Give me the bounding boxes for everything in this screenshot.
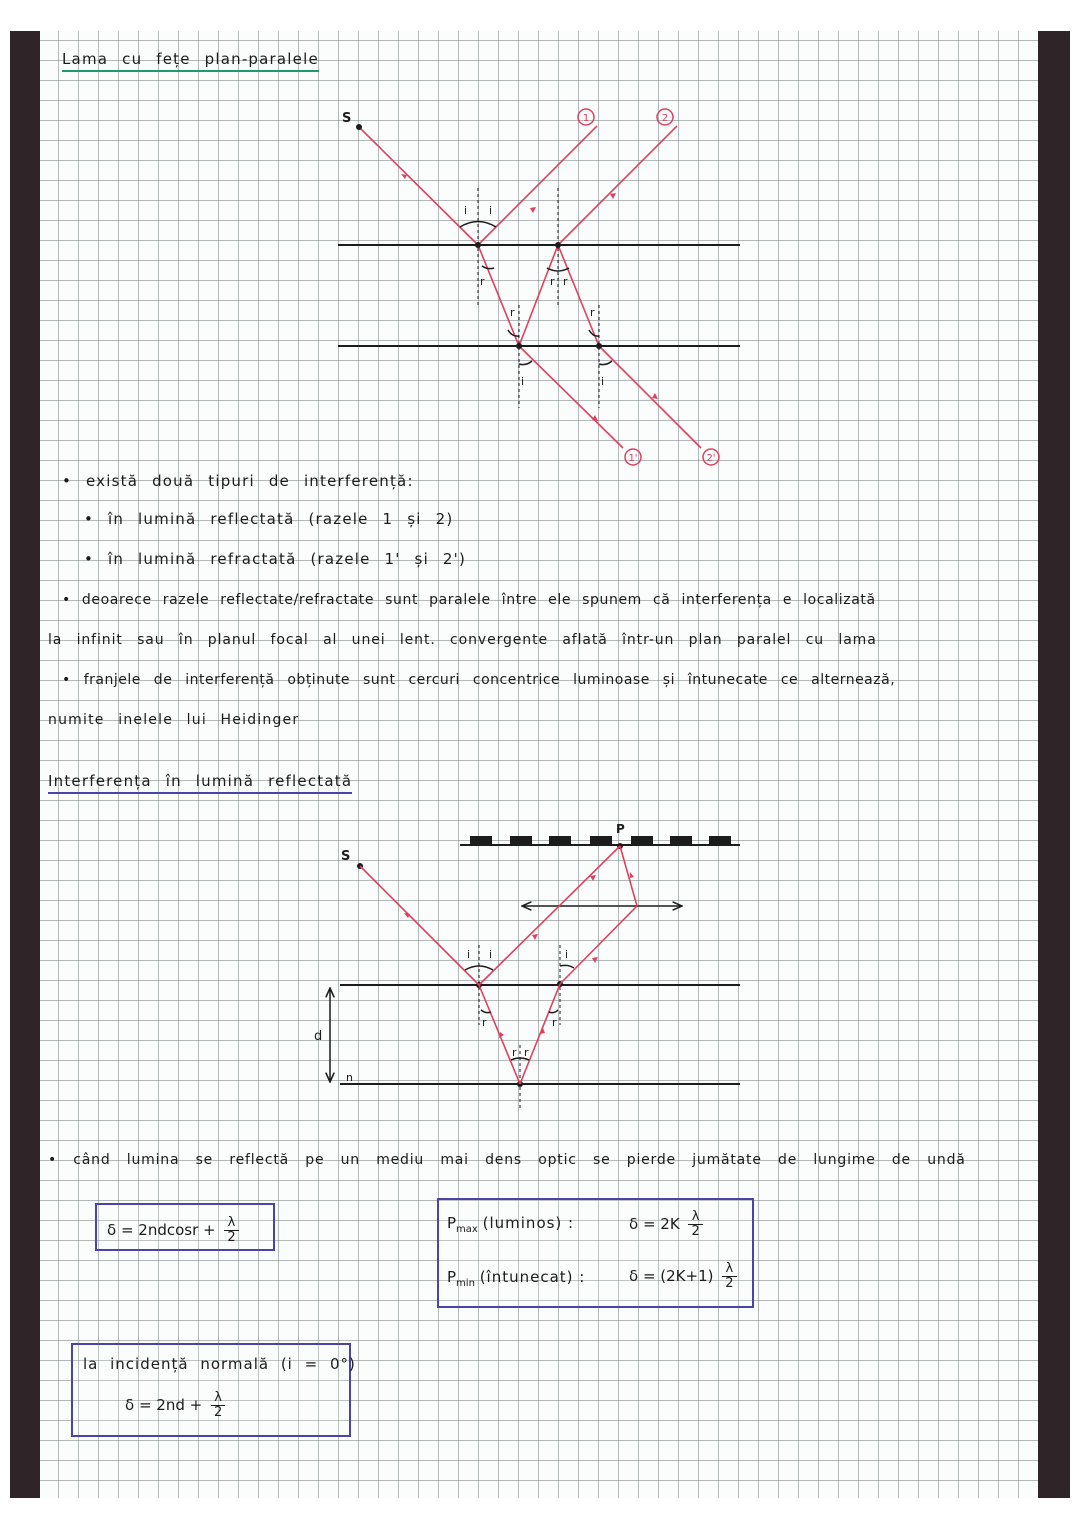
svg-text:i: i xyxy=(489,948,493,961)
svg-text:i: i xyxy=(467,948,471,961)
svg-text:1': 1' xyxy=(628,453,638,464)
svg-text:r: r xyxy=(563,275,568,288)
bullet-interference-types: • există două tipuri de interferență: xyxy=(62,472,414,490)
svg-text:i: i xyxy=(521,375,525,388)
formula-path-difference: δ = 2ndcosr + xyxy=(107,1221,216,1239)
svg-text:r: r xyxy=(480,275,485,288)
normal-incidence-formula: δ = 2nd + $\frac{\lambda}{2}$ xyxy=(125,1391,225,1420)
svg-text:r: r xyxy=(590,306,595,319)
svg-text:i: i xyxy=(565,948,569,961)
svg-text:r: r xyxy=(482,1016,487,1029)
svg-text:P: P xyxy=(616,822,625,836)
svg-text:r: r xyxy=(510,306,515,319)
svg-text:2: 2 xyxy=(661,113,669,124)
condition-max-formula: δ = 2K $\frac{\lambda}{2}$ xyxy=(629,1210,703,1239)
svg-text:r: r xyxy=(512,1046,517,1059)
svg-text:r: r xyxy=(550,275,555,288)
source-label: S xyxy=(342,111,352,126)
formula-box-normal-incidence xyxy=(71,1343,356,1437)
svg-text:n: n xyxy=(346,1071,353,1084)
section-title-plane-parallel-plate: Lama cu fețe plan-paralele xyxy=(62,50,319,72)
svg-text:r: r xyxy=(552,1016,557,1029)
svg-text:i: i xyxy=(489,204,493,217)
bullet-refracted-light: • în lumină refractată (razele 1' și 2') xyxy=(84,550,467,568)
svg-text:i: i xyxy=(464,204,468,217)
condition-min-label: $P_{min}$ (întunecat) : xyxy=(447,1268,586,1289)
normal-incidence-title: la incidență normală (i = 0°) xyxy=(83,1355,356,1373)
paragraph-localized-line2: la infinit sau în planul focal al unei lent. convergente aflată într-un plan paralel cu lama xyxy=(48,632,877,648)
svg-text:S: S xyxy=(341,849,351,864)
note-half-wavelength-loss: • când lumina se reflectă pe un mediu mai dens optic se pierde jumătate de lungime de undă xyxy=(48,1152,966,1168)
bullet-reflected-light: • în lumină reflectată (razele 1 și 2) xyxy=(84,510,454,528)
svg-text:2': 2' xyxy=(706,453,716,464)
svg-text:i: i xyxy=(601,375,605,388)
paragraph-fringes-line1: • franjele de interferență obținute sunt cercuri concentrice luminoase și întunecate ce alternează, xyxy=(62,672,896,688)
formula-box-max-min-conditions xyxy=(437,1198,754,1308)
fraction-lambda-half: $\frac{\lambda}{2}$ xyxy=(224,1216,238,1245)
condition-min-formula: δ = (2K+1) $\frac{\lambda}{2}$ xyxy=(629,1262,737,1291)
svg-text:1: 1 xyxy=(582,113,590,124)
paragraph-localized-line1: • deoarece razele reflectate/refractate sunt paralele între ele spunem că interferența e localizată xyxy=(62,592,876,608)
section-title-reflected-interference: Interferența în lumină reflectată xyxy=(48,772,352,794)
paragraph-fringes-line2: numite inelele lui Heidinger xyxy=(48,712,300,728)
svg-text:d: d xyxy=(314,1029,323,1044)
condition-max-label: $P_{max}$ (luminos) : xyxy=(447,1214,575,1235)
formula-box-path-difference xyxy=(95,1203,275,1251)
svg-text:r: r xyxy=(524,1046,529,1059)
